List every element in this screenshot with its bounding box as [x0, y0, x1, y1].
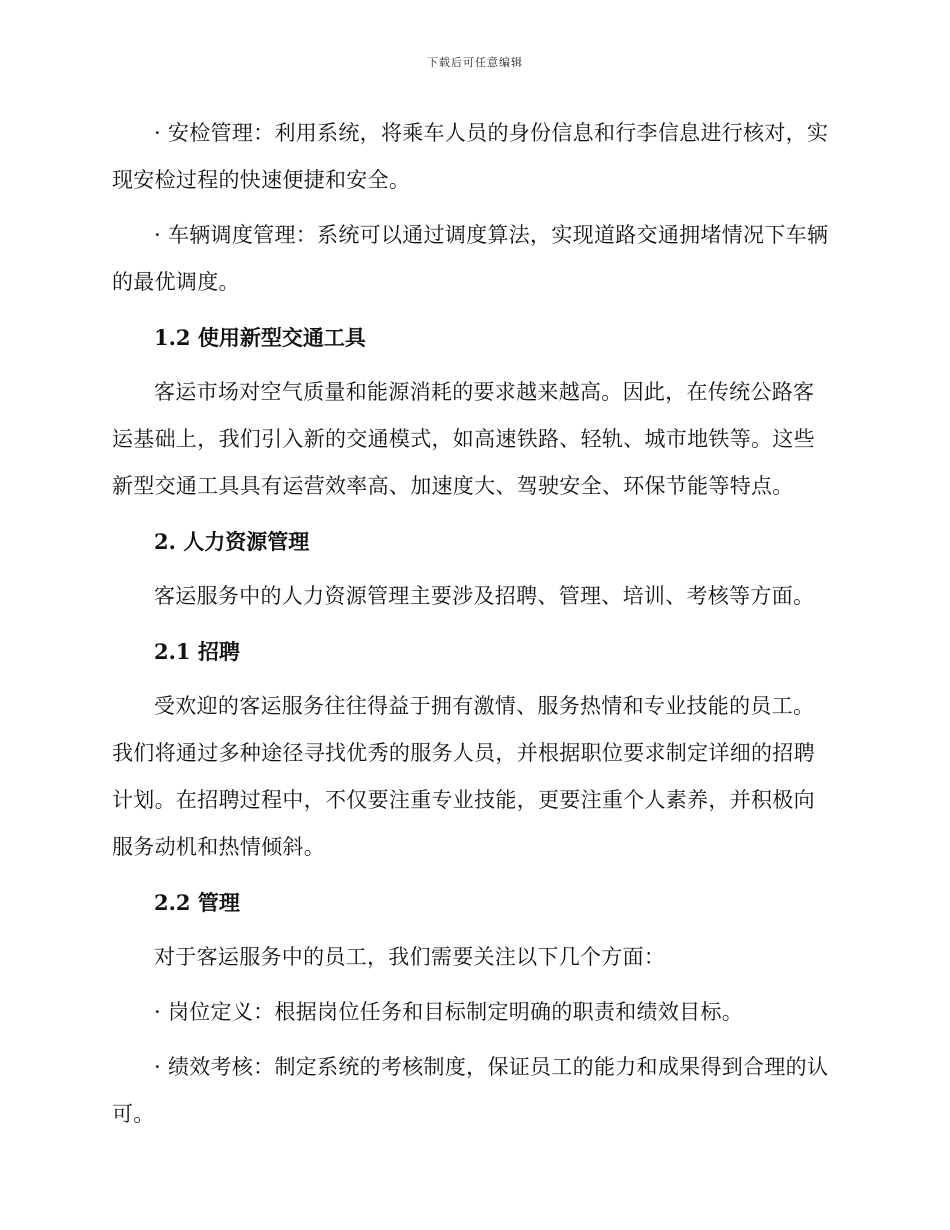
section-heading-2-2: 2.2 管理	[154, 890, 240, 915]
section-heading-1-2: 1.2 使用新型交通工具	[154, 325, 366, 350]
paragraph-management-intro: 对于客运服务中的员工，我们需要关注以下几个方面：	[154, 945, 666, 969]
bullet-security-check: · 安检管理：利用系统，将乘车人员的身份信息和行李信息进行核对，实现安检过程的快速便捷和安全。	[112, 121, 829, 192]
bullet-job-definition: · 岗位定义：根据岗位任务和目标制定明确的职责和绩效目标。	[154, 1000, 744, 1024]
section-heading-2-1: 2.1 招聘	[154, 639, 240, 664]
document-body	[112, 110, 832, 1138]
page-header: 下载后可任意编辑	[427, 56, 523, 69]
paragraph-new-transport: 客运市场对空气质量和能源消耗的要求越来越高。因此，在传统公路客运基础上，我们引入新的交通模式，如高速铁路、轻轨、城市地铁等。这些新型交通工具具有运营效率高、加速度大、驾驶安全、环保节能等特点。	[112, 380, 815, 498]
section-heading-2: 2. 人力资源管理	[154, 529, 310, 554]
bullet-performance-review: · 绩效考核：制定系统的考核制度，保证员工的能力和成果得到合理的认可。	[112, 1055, 829, 1126]
paragraph-recruitment: 受欢迎的客运服务往往得益于拥有激情、服务热情和专业技能的员工。我们将通过多种途径寻找优秀的服务人员，并根据职位要求制定详细的招聘计划。在招聘过程中，不仅要注重专业技能，更要注重个人素养，并积极向服务动机和热情倾斜。	[112, 694, 815, 859]
bullet-vehicle-dispatch: · 车辆调度管理：系统可以通过调度算法，实现道路交通拥堵情况下车辆的最优调度。	[112, 223, 829, 294]
paragraph-hr-overview: 客运服务中的人力资源管理主要涉及招聘、管理、培训、考核等方面。	[154, 584, 815, 608]
